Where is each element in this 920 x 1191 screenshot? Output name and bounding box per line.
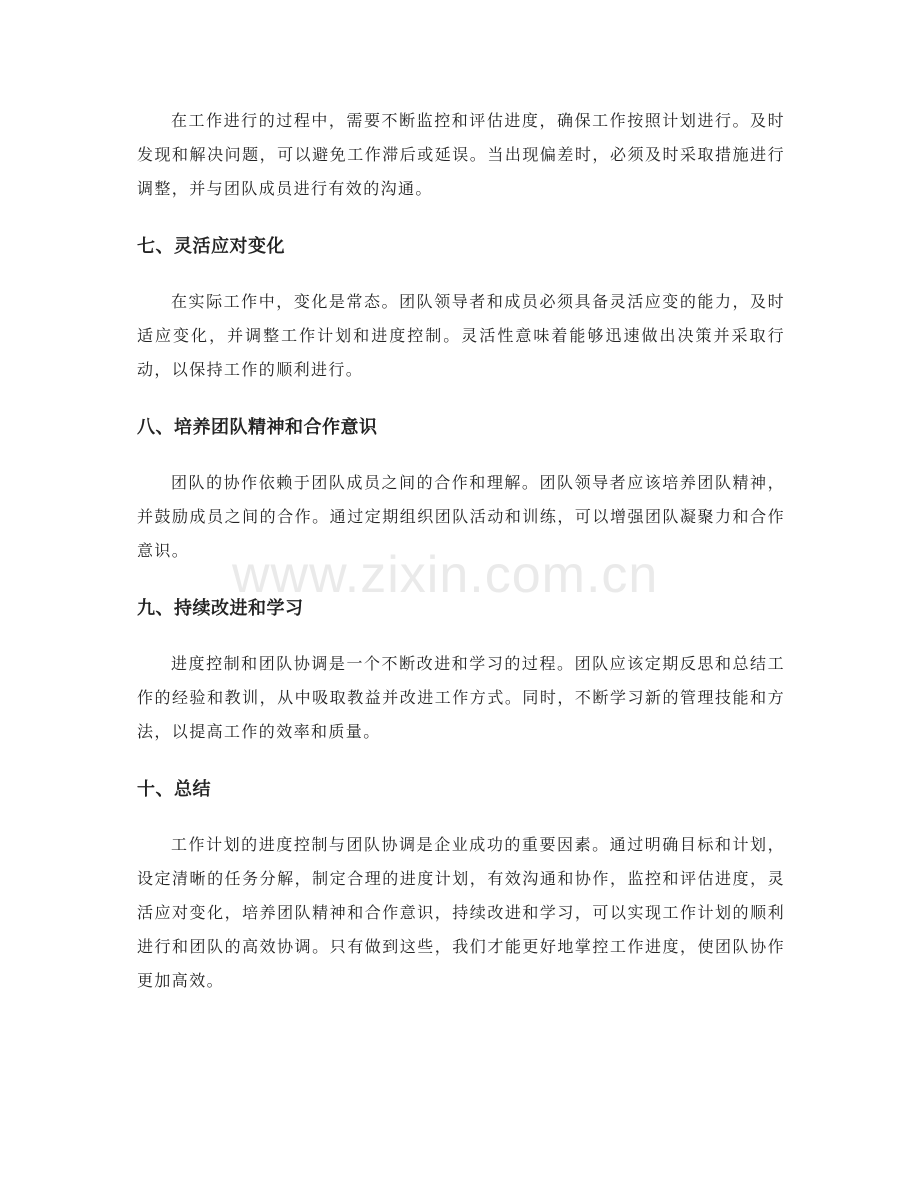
paragraph-section-9: 进度控制和团队协调是一个不断改进和学习的过程。团队应该定期反思和总结工作的经验和教训，从中吸取教益并改进工作方式。同时，不断学习新的管理技能和方法，以提高工作的效率和质量。 — [137, 654, 785, 741]
paragraph-progress-monitoring: 在工作进行的过程中，需要不断监控和评估进度，确保工作按照计划进行。及时发现和解决问题，可以避免工作滞后或延误。当出现偏差时，必须及时采取措施进行调整，并与团队成员进行有效的沟通。 — [137, 111, 785, 198]
heading-section-10: 十、总结 — [137, 779, 211, 800]
heading-section-8: 八、培养团队精神和合作意识 — [137, 417, 378, 438]
watermark: www.zixin.com.cn — [232, 546, 659, 604]
paragraph-section-10: 工作计划的进度控制与团队协调是企业成功的重要因素。通过明确目标和计划，设定清晰的任务分解，制定合理的进度计划，有效沟通和协作，监控和评估进度，灵活应对变化，培养团队精神和合作意识，持续改进和学习，可以实现工作计划的顺利进行和团队的高效协调。只有做到这些，我们才能更好地掌控工作进度，使团队协作更加高效。 — [137, 835, 785, 990]
heading-section-9: 九、持续改进和学习 — [137, 598, 304, 619]
document-body — [137, 104, 785, 998]
heading-section-7: 七、灵活应对变化 — [137, 236, 285, 257]
paragraph-section-7: 在实际工作中，变化是常态。团队领导者和成员必须具备灵活应变的能力，及时适应变化，并调整工作计划和进度控制。灵活性意味着能够迅速做出决策并采取行动，以保持工作的顺利进行。 — [137, 292, 785, 379]
paragraph-section-8: 团队的协作依赖于团队成员之间的合作和理解。团队领导者应该培养团队精神，并鼓励成员之间的合作。通过定期组织团队活动和训练，可以增强团队凝聚力和合作意识。 — [137, 473, 785, 560]
